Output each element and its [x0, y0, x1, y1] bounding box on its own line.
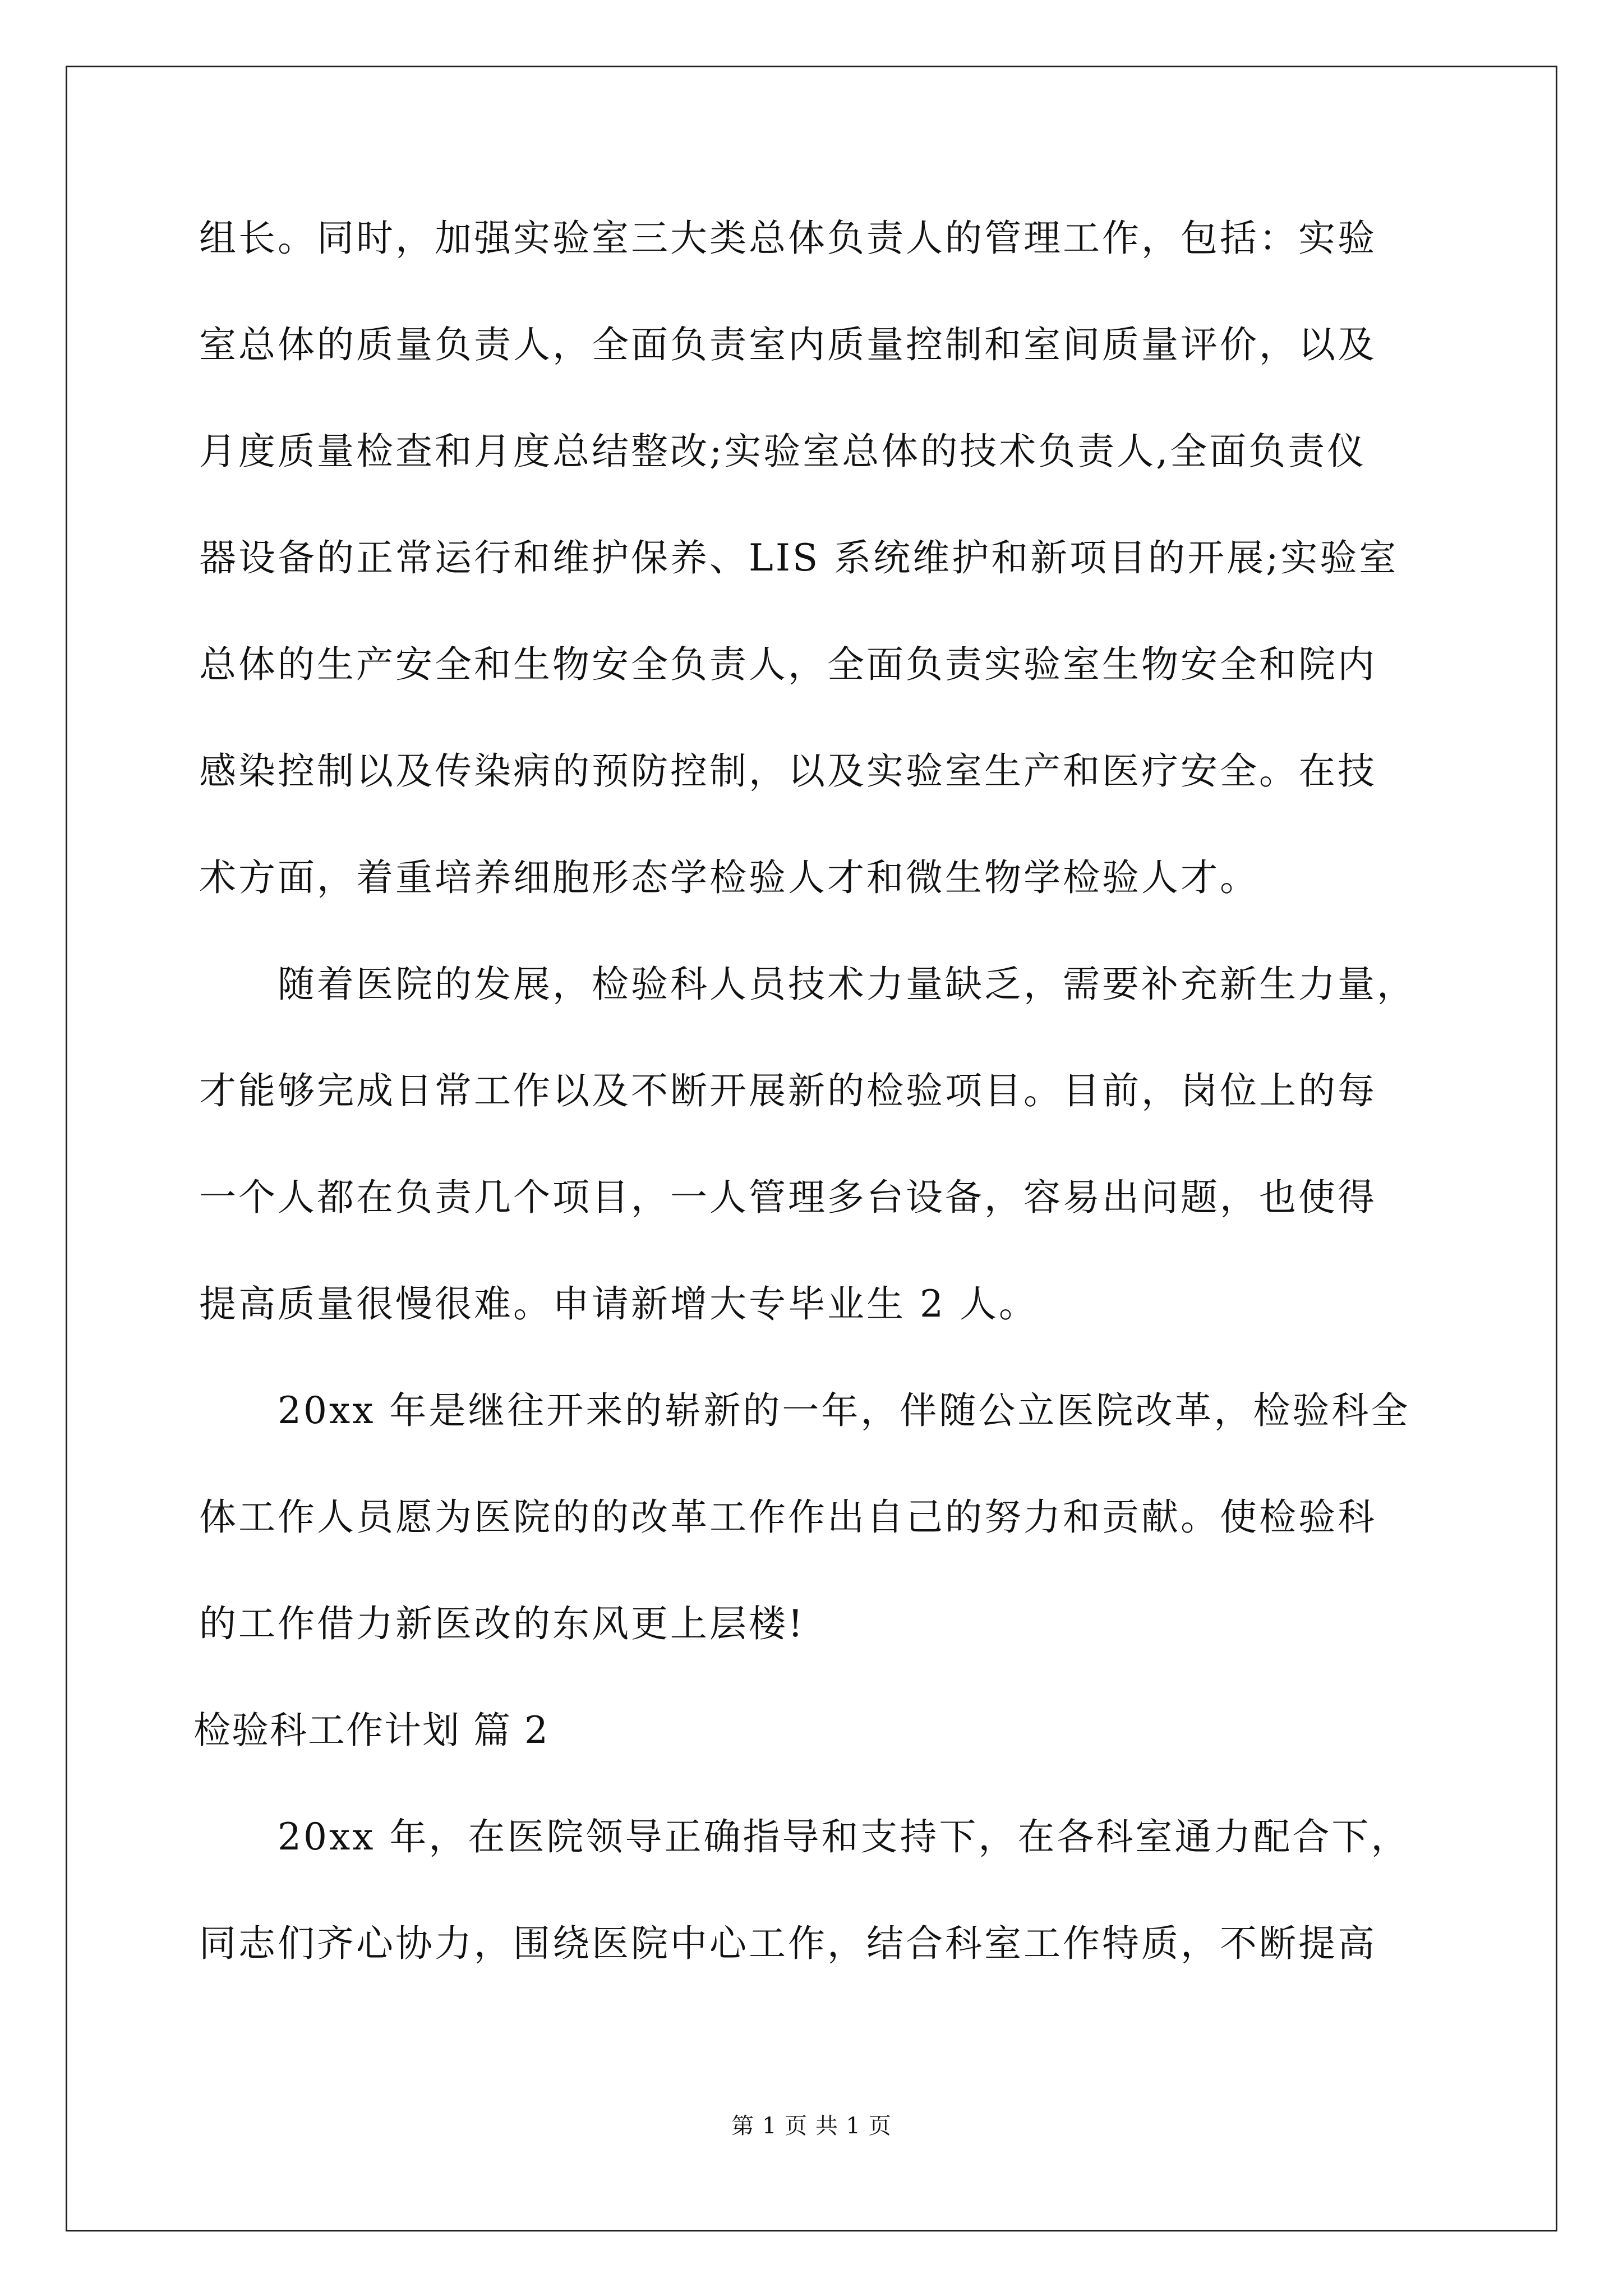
- paragraph-first-line: 20xx 年，在医院领导正确指导和支持下，在各科室通力配合下，: [278, 1815, 1410, 1858]
- text-line: 体工作人员愿为医院的的改革工作作出自己的努力和贡献。使检验科: [199, 1496, 1377, 1539]
- text-line: 一个人都在负责几个项目，一人管理多台设备，容易出问题，也使得: [199, 1176, 1377, 1219]
- text-line: 才能够完成日常工作以及不断开展新的检验项目。目前，岗位上的每: [199, 1069, 1377, 1112]
- section-heading: 检验科工作计划 篇 2: [193, 1709, 549, 1752]
- text-line: 器设备的正常运行和维护保养、LIS 系统维护和新项目的开展;实验室: [199, 536, 1399, 579]
- text-line: 同志们齐心协力，围绕医院中心工作，结合科室工作特质，不断提高: [199, 1922, 1377, 1965]
- text-line: 室总体的质量负责人，全面负责室内质量控制和室间质量评价，以及: [199, 323, 1377, 366]
- text-line: 的工作借力新医改的东风更上层楼!: [199, 1602, 805, 1645]
- text-line: 组长。同时，加强实验室三大类总体负责人的管理工作，包括：实验: [199, 217, 1377, 260]
- text-line: 术方面，着重培养细胞形态学检验人才和微生物学检验人才。: [199, 856, 1259, 899]
- text-line: 总体的生产安全和生物安全负责人，全面负责实验室生物安全和院内: [199, 643, 1377, 686]
- paragraph-first-line: 20xx 年是继往开来的崭新的一年，伴随公立医院改革，检验科全: [278, 1389, 1410, 1432]
- text-line: 提高质量很慢很难。申请新增大专毕业生 2 人。: [199, 1282, 1038, 1326]
- page-border: [66, 66, 1557, 2231]
- text-line: 感染控制以及传染病的预防控制，以及实验室生产和医疗安全。在技: [199, 749, 1377, 793]
- text-line: 月度质量检查和月度总结整改;实验室总体的技术负责人,全面负责仪: [199, 430, 1367, 473]
- page-footer: 第 1 页 共 1 页: [731, 2113, 892, 2139]
- paragraph-first-line: 随着医院的发展，检验科人员技术力量缺乏，需要补充新生力量，: [278, 963, 1416, 1006]
